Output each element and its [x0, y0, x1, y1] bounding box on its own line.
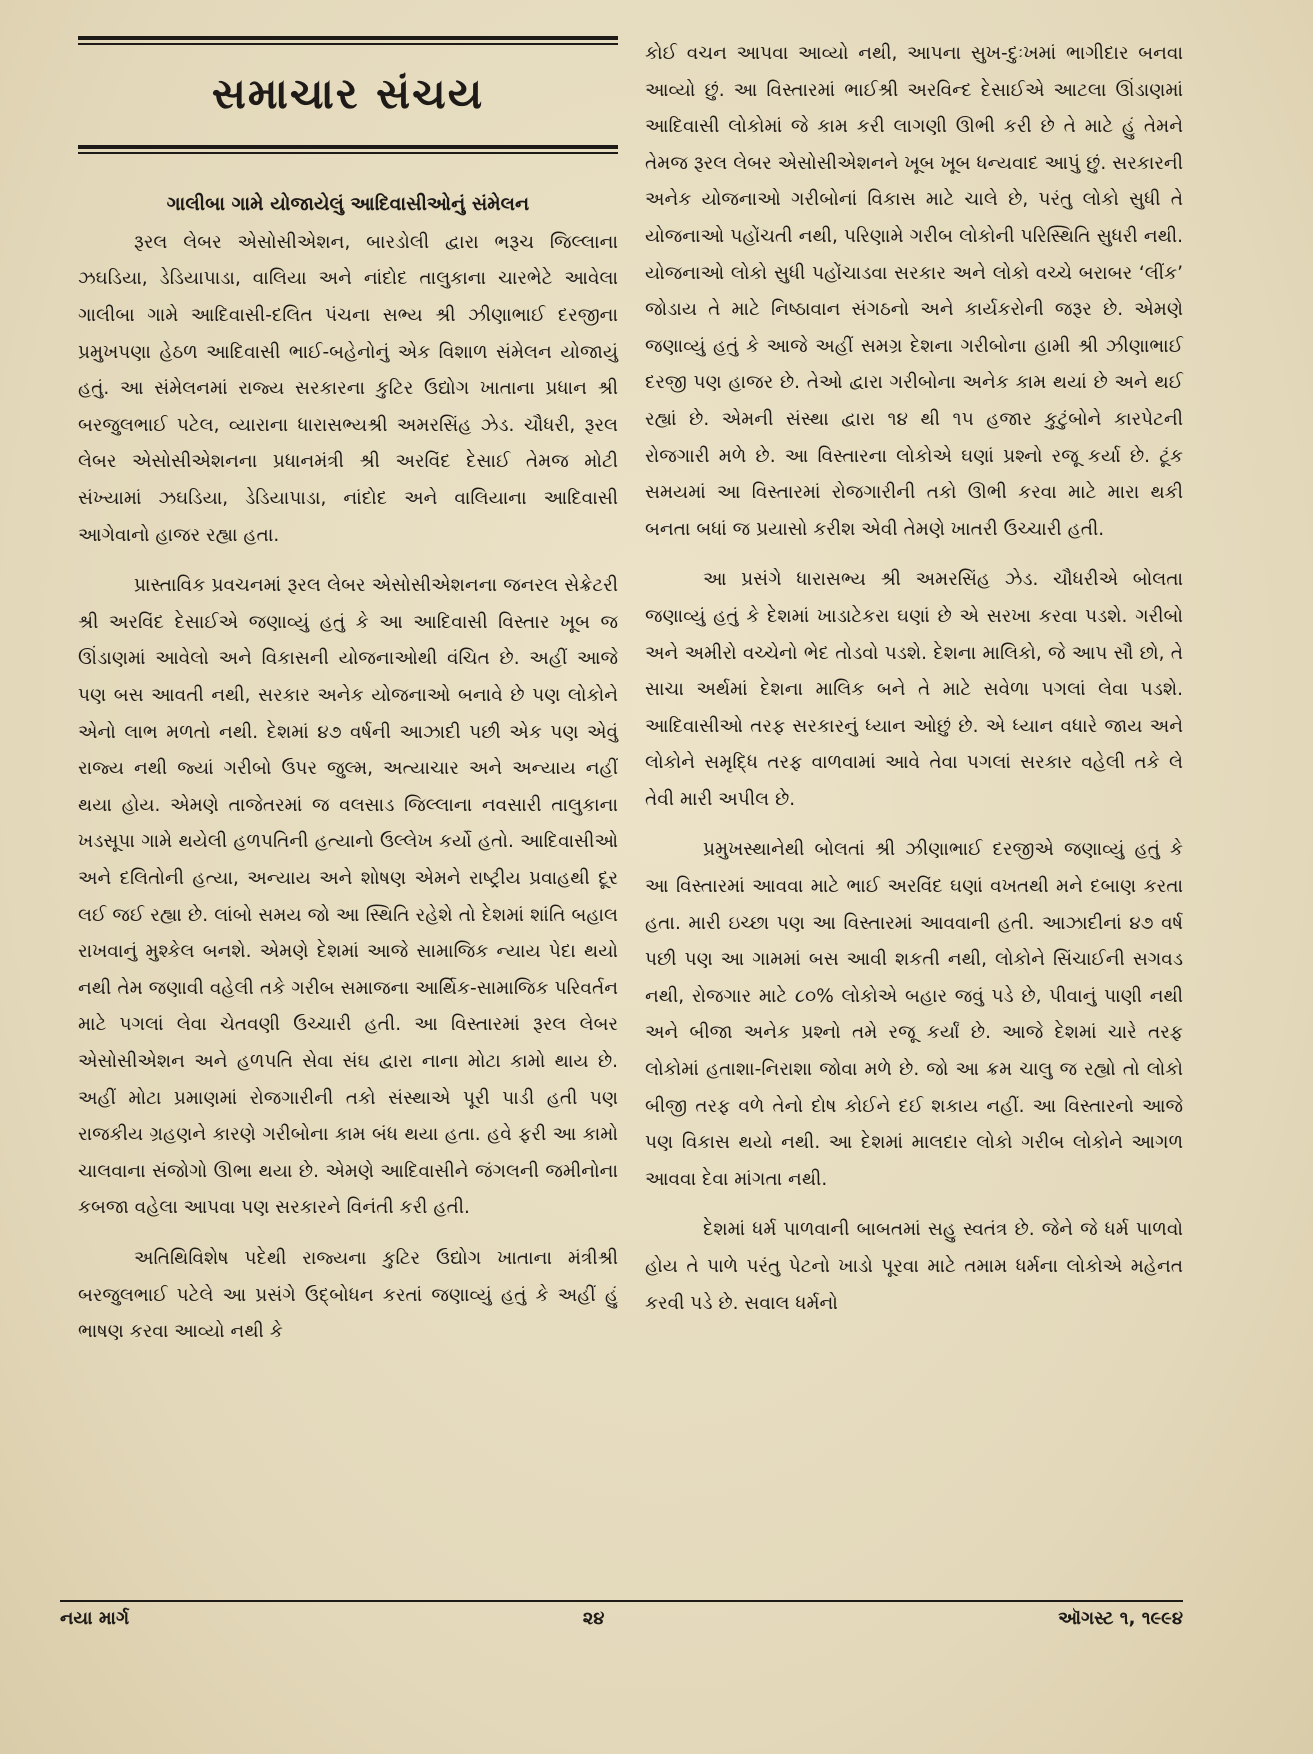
article-paragraph: આ પ્રસંગે ધારાસભ્ય શ્રી અમરસિંહ ઝેડ. ચૌધરીએ બોલતા જણાવ્યું હતું કે દેશમાં ખાડાટેકરા ઘણાં છે એ સરખા કરવા પડશે. ગરીબો અને અમીરો વચ્ચેનો ભેદ તોડવો પડશે. દેશના માલિકો, જે આપ સૌ છો, તે સાચા અર્થમાં દેશના માલિક બને તે માટે સવેળા પગલાં લેવા પડશે. આદિવાસીઓ તરફ સરકારનું ધ્યાન ઓછું છે. એ ધ્યાન વધારે જાય અને લોકોને સમૃદ્ધિ તરફ વાળવામાં આવે તેવા પગલાં સરકાર વહેલી તકે લે તેવી મારી અપીલ છે.	[645, 569, 1183, 810]
article-paragraph: અતિથિવિશેષ પદેથી રાજ્યના કુટિર ઉદ્યોગ ખાતાના મંત્રીશ્રી બરજુલભાઈ પટેલે આ પ્રસંગે ઉદ્બોધન કરતાં જણાવ્યું હતું કે અહીં હું ભાષણ કરવા આવ્યો નથી કે	[78, 1247, 618, 1343]
left-column	[78, 36, 618, 1351]
top-rule	[78, 36, 618, 40]
title-rule-thin	[78, 152, 618, 154]
article-paragraph: પ્રમુખસ્થાનેથી બોલતાં શ્રી ઝીણાભાઈ દરજીએ જણાવ્યું હતું કે આ વિસ્તારમાં આવવા માટે ભાઈ અરવિંદ ઘણાં વખતથી મને દબાણ કરતા હતા. મારી ઇચ્છા પણ આ વિસ્તારમાં આવવાની હતી. આઝાદીનાં ૪૭ વર્ષ પછી પણ આ ગામમાં બસ આવી શકતી નથી, લોકોને સિંચાઈની સગવડ નથી, રોજગાર માટે ૮૦% લોકોએ બહાર જવું પડે છે, પીવાનું પાણી નથી અને બીજા અનેક પ્રશ્નો તમે રજૂ કર્યાં છે. આજે દેશમાં ચારે તરફ લોકોમાં હતાશા-નિરાશા જોવા મળે છે. જો આ ક્રમ ચાલુ જ રહ્યો તો લોકો બીજી તરફ વળે તેનો દોષ કોઈને દઈ શકાય નહીં. આ વિસ્તારનો આજે પણ વિકાસ થયો નથી. આ દેશમાં માલદાર લોકો ગરીબ લોકોને આગળ આવવા દેવા માંગતા નથી.	[645, 839, 1183, 1190]
page-footer	[60, 1600, 1183, 1629]
article-headline: ગાલીબા ગામે યોજાયેલું આદિવાસીઓનું સંમેલન	[166, 193, 530, 216]
section-title: સમાચાર સંચય	[211, 69, 485, 118]
page-number: ૨૪	[582, 1608, 605, 1629]
issue-date: ઑગસ્ટ ૧, ૧૯૯૪	[1058, 1608, 1183, 1629]
top-rule-thin	[78, 43, 618, 45]
publication-name: નયા માર્ગ	[60, 1608, 130, 1629]
article-paragraph: દેશમાં ધર્મ પાળવાની બાબતમાં સહુ સ્વતંત્ર છે. જેને જે ધર્મ પાળવો હોય તે પાળે પરંતુ પેટનો ખાડો પૂરવા માટે તમામ ધર્મના લોકોએ મહેનત કરવી પડે છે. સવાલ ધર્મનો	[645, 1219, 1183, 1314]
right-column	[645, 36, 1183, 1322]
article-paragraph: પ્રાસ્તાવિક પ્રવચનમાં રૂરલ લેબર એસોસીએશનના જનરલ સેક્રેટરી શ્રી અરવિંદ દેસાઈએ જણાવ્યું હતું કે આ આદિવાસી વિસ્તાર ખૂબ જ ઊંડાણમાં આવેલો અને વિકાસની યોજનાઓથી વંચિત છે. અહીં આજે પણ બસ આવતી નથી, સરકાર અનેક યોજનાઓ બનાવે છે પણ લોકોને એનો લાભ મળતો નથી. દેશમાં ૪૭ વર્ષની આઝાદી પછી એક પણ એવું રાજ્ય નથી જ્યાં ગરીબો ઉપર જુલ્મ, અત્યાચાર અને અન્યાય નહીં થયા હોય. એમણે તાજેતરમાં જ વલસાડ જિલ્લાના નવસારી તાલુકાના ખડસૂપા ગામે થયેલી હળપતિની હત્યાનો ઉલ્લેખ કર્યો હતો. આદિવાસીઓ અને દલિતોની હત્યા, અન્યાય અને શોષણ એમને રાષ્ટ્રીય પ્રવાહથી દૂર લઈ જઈ રહ્યા છે. લાંબો સમય જો આ સ્થિતિ રહેશે તો દેશમાં શાંતિ બહાલ રાખવાનું મુશ્કેલ બનશે. એમણે દેશમાં આજે સામાજિક ન્યાય પેદા થયો નથી તેમ જણાવી વહેલી તકે ગરીબ સમાજના આર્થિક-સામાજિક પરિવર્તન માટે પગલાં લેવા ચેતવણી ઉચ્ચારી હતી. આ વિસ્તારમાં રૂરલ લેબર એસોસીએશન અને હળપતિ સેવા સંઘ દ્વારા નાના મોટા કામો થાય છે. અહીં મોટા પ્રમાણમાં રોજગારીની તકો સંસ્થાએ પૂરી પાડી હતી પણ રાજકીય ગ્રહણને કારણે ગરીબોના કામ બંધ થયા હતા. હવે ફરી આ કામો ચાલવાના સંજોગો ઊભા થયા છે. એમણે આદિવાસીને જંગલની જમીનોના કબજા વહેલા આપવા પણ સરકારને વિનંતી કરી હતી.	[78, 575, 618, 1219]
title-rule	[78, 145, 618, 149]
article-paragraph: રૂરલ લેબર એસોસીએશન, બારડોલી દ્વારા ભરૂચ જિલ્લાના ઝઘડિયા, ડેડિયાપાડા, વાલિયા અને નાંદોદ તાલુકાના ચારભેટે આવેલા ગાલીબા ગામે આદિવાસી-દલિત પંચના સભ્ય શ્રી ઝીણાભાઈ દરજીના પ્રમુખપણા હેઠળ આદિવાસી ભાઈ-બહેનોનું એક વિશાળ સંમેલન યોજાયું હતું. આ સંમેલનમાં રાજ્ય સરકારના કુટિર ઉદ્યોગ ખાતાના પ્રધાન શ્રી બરજુલભાઈ પટેલ, વ્યારાના ધારાસભ્યશ્રી અમરસિંહ ઝેડ. ચૌધરી, રૂરલ લેબર એસોસીએશનના પ્રધાનમંત્રી શ્રી અરવિંદ દેસાઈ તેમજ મોટી સંખ્યામાં ઝઘડિયા, ડેડિયાપાડા, નાંદોદ અને વાલિયાના આદિવાસી આગેવાનો હાજર રહ્યા હતા.	[78, 231, 618, 546]
article-paragraph: કોઈ વચન આપવા આવ્યો નથી, આપના સુખ-દુઃખમાં ભાગીદાર બનવા આવ્યો છું. આ વિસ્તારમાં ભાઈશ્રી અરવિન્દ દેસાઈએ આટલા ઊંડાણમાં આદિવાસી લોકોમાં જે કામ કરી લાગણી ઊભી કરી છે તે માટે હું તેમને તેમજ રૂરલ લેબર એસોસીએશનને ખૂબ ખૂબ ધન્યવાદ આપું છું. સરકારની અનેક યોજનાઓ ગરીબોનાં વિકાસ માટે ચાલે છે, પરંતુ લોકો સુધી તે યોજનાઓ પહોંચતી નથી, પરિણામે ગરીબ લોકોની પરિસ્થિતિ સુધરી નથી. યોજનાઓ લોકો સુધી પહોંચાડવા સરકાર અને લોકો વચ્ચે બરાબર ‘લીંક’ જોડાય તે માટે નિષ્ઠાવાન સંગઠનો અને કાર્યકરોની જરૂર છે. એમણે જણાવ્યું હતું કે આજે અહીં સમગ્ર દેશના ગરીબોના હામી શ્રી ઝીણાભાઈ દરજી પણ હાજર છે. તેઓ દ્વારા ગરીબોના અનેક કામ થયાં છે અને થઈ રહ્યાં છે. એમની સંસ્થા દ્વારા ૧૪ થી ૧૫ હજાર કુટુંબોને કારપેટની રોજગારી મળે છે. આ વિસ્તારના લોકોએ ઘણાં પ્રશ્નો રજૂ કર્યા છે. ટૂંક સમયમાં આ વિસ્તારમાં રોજગારીની તકો ઊભી કરવા માટે મારા થકી બનતા બધાં જ પ્રયાસો કરીશ એવી તેમણે ખાતરી ઉચ્ચારી હતી.	[645, 43, 1183, 540]
